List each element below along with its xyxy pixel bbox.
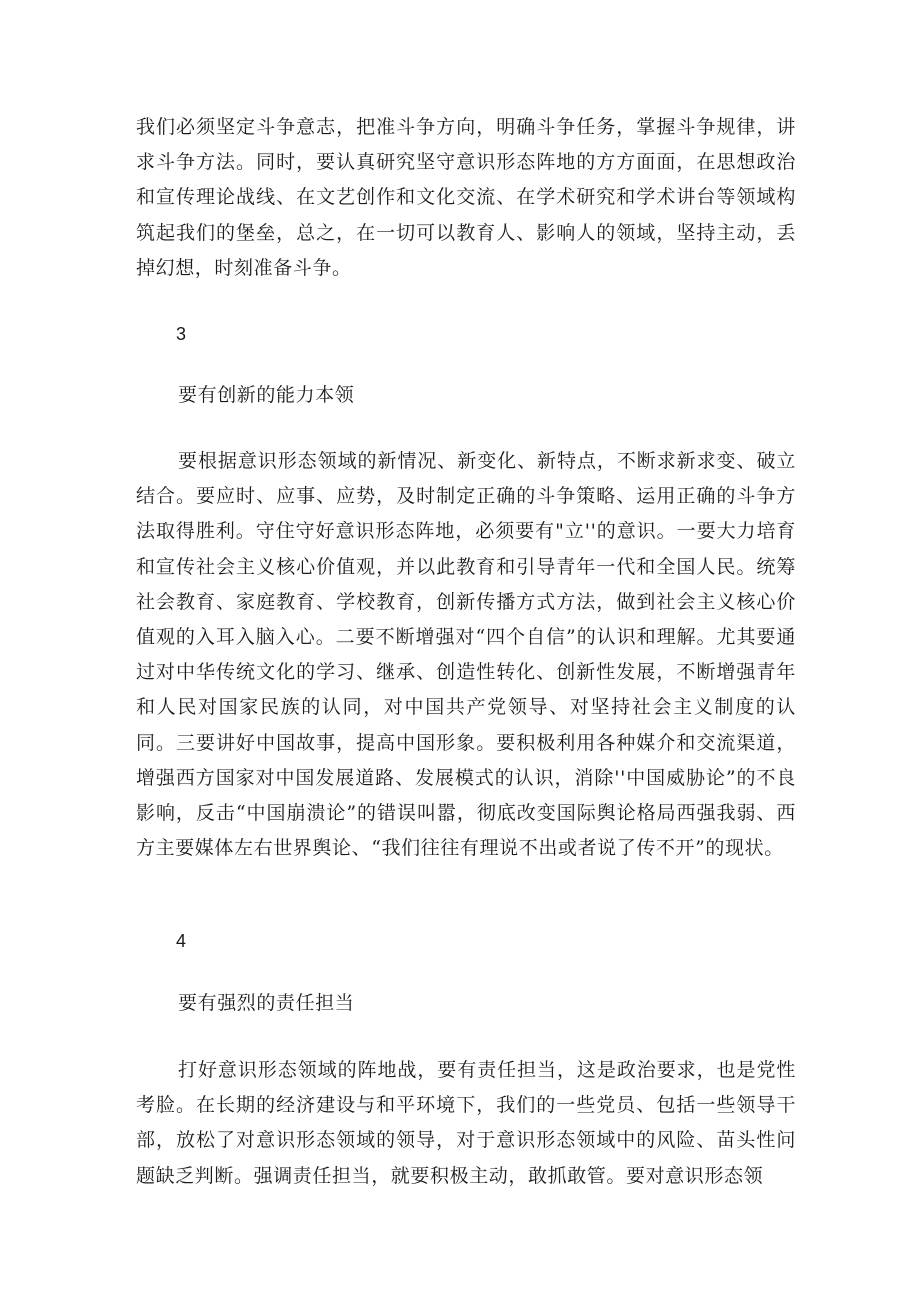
body-paragraph-1: 我们必须坚定斗争意志，把准斗争方向，明确斗争任务，掌握斗争规律，讲求斗争方法。同时，要认真研究坚守意识形态阵地的方方面面，在思想政治和宣传理论战线、在文艺创作和文化交流、在学术研究和学术讲台等领域构筑起我们的堡垒，总之，在一切可以教育人、影响人的领域，坚持主动，丢掉幻想，时刻准备斗争。 [136,116,796,279]
section-heading-3: 要有创新的能力本领 [178,384,355,406]
body-paragraph-3: 打好意识形态领域的阵地战，要有责任担当，这是政治要求，也是党性考脸。在长期的经济建设与和平环境下，我们的一些党员、包括一些领导干部，放松了对意识形态领域的领导，对于意识形态领域中的风险、苗头性问题缺乏判断。强调责任担当，就要积极主动，敢抓敢管。要对意识形态领 [136,1059,796,1187]
section-number-3: 3 [176,324,187,344]
body-paragraph-2: 要根据意识形态领域的新情况、新变化、新特点，不断求新求变、破立结合。要应时、应事、应势，及时制定正确的斗争策略、运用正确的斗争方法取得胜利。守住守好意识形态阵地，必须要有"立''的意识。一要大力培育和宣传社会主义核心价值观，并以此教育和引导青年一代和全国人民。统筹社会教育、家庭教育、学校教育，创新传播方式方法，做到社会主义核心价值观的入耳入脑入心。二要不断增强对“四个自信”的认识和理解。尤其要通过对中华传统文化的学习、继承、创造性转化、创新性发展，不断增强青年和人民对国家民族的认同，对中国共产党领导、对坚持社会主义制度的认同。三要讲好中国故事，提高中国形象。要积极利用各种媒介和交流渠道，增强西方国家对中国发展道路、发展模式的认识，消除''中国威胁论”的不良影响，反击“中国崩溃论”的错误叫嚣，彻底改变国际舆论格局西强我弱、西方主要媒体左右世界舆论、“我们往往有理说不出或者说了传不开”的现状。 [136,450,796,860]
section-heading-4: 要有强烈的责任担当 [178,992,355,1014]
section-number-4: 4 [176,931,187,951]
